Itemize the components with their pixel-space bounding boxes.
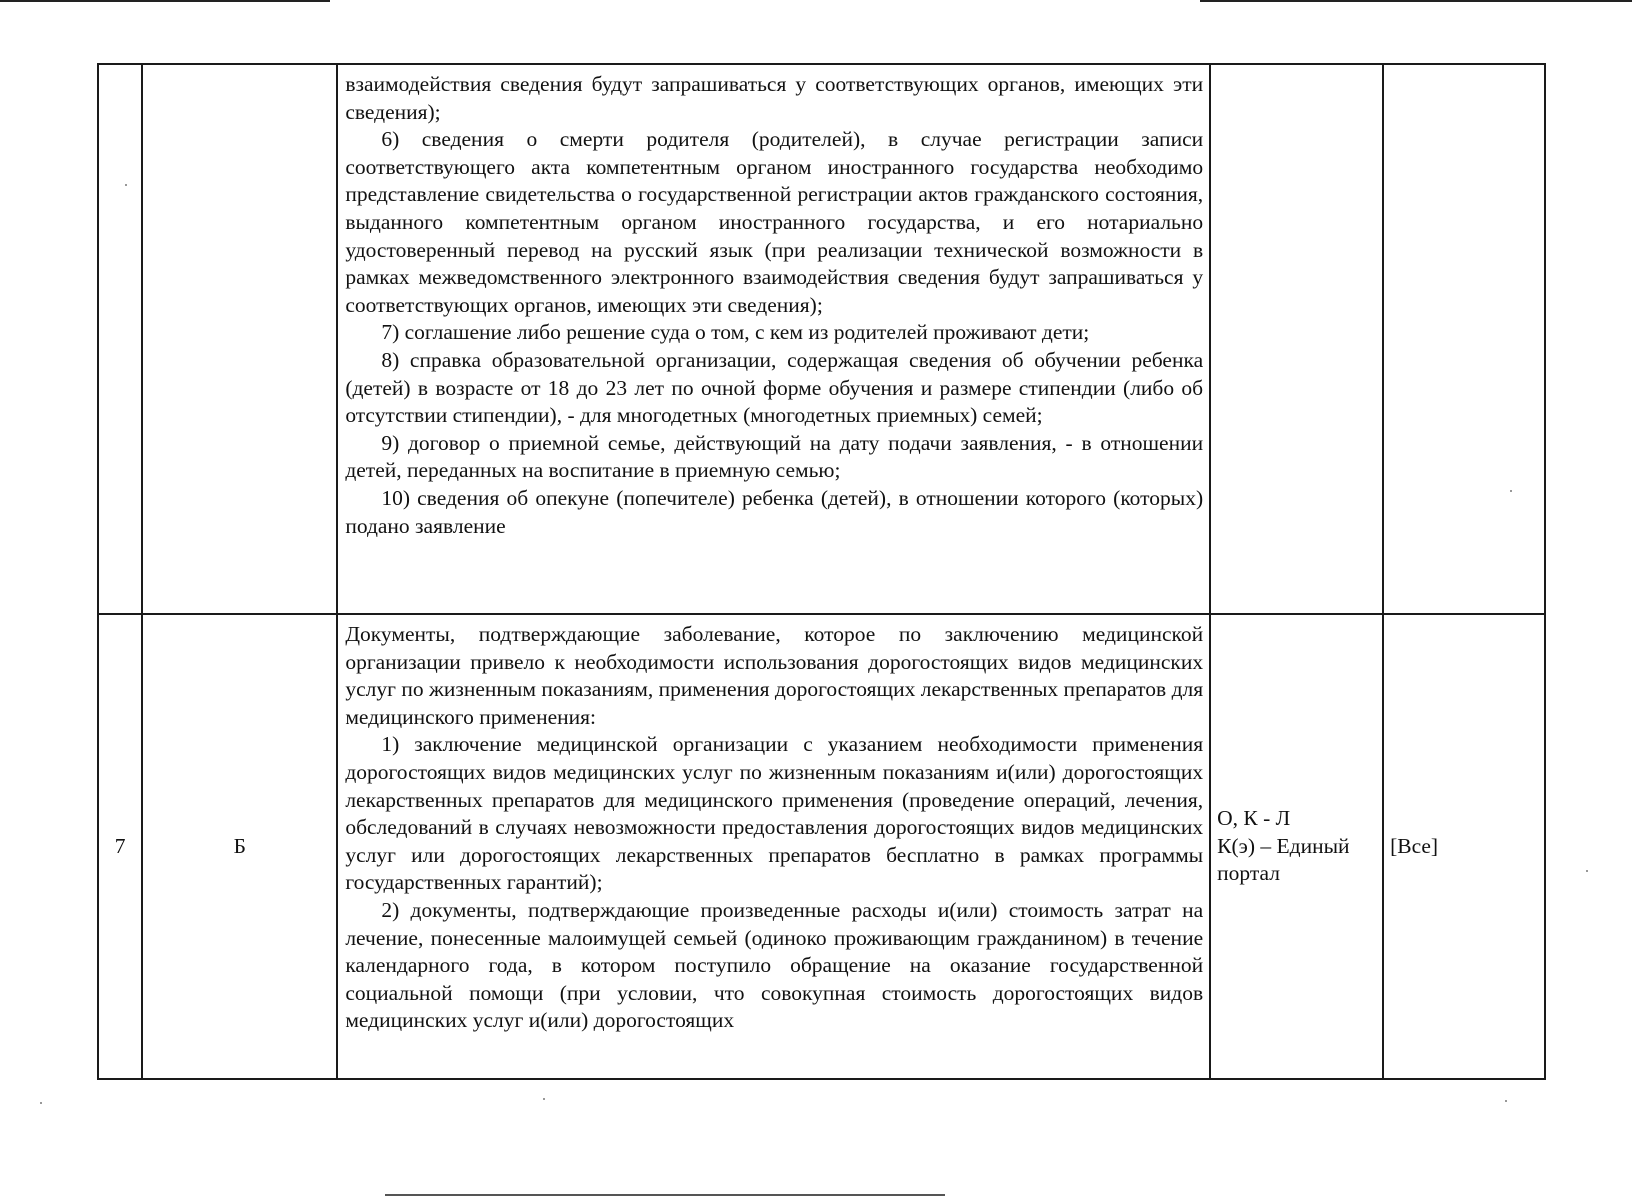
category-cell — [142, 64, 337, 614]
category-cell: Б — [142, 614, 337, 1079]
applicability-cell — [1383, 614, 1545, 1079]
scan-speck — [543, 1098, 545, 1100]
paragraph: 7) соглашение либо решение суда о том, с кем из родителей проживают дети; — [381, 320, 1090, 345]
scan-speck — [1505, 1100, 1507, 1102]
paragraph: 9) договор о приемной семье, действующий на дату подачи заявления, - в отношении детей, переданных на воспитание в приемную семью; — [345, 430, 1204, 483]
scan-edge-top — [0, 0, 1632, 2]
scan-speck — [40, 1102, 42, 1104]
scan-speck — [125, 184, 127, 186]
documents-text-cell — [337, 614, 1210, 1079]
documents-table — [97, 63, 1546, 1080]
source-cell — [1210, 614, 1383, 1079]
paragraph: 10) сведения об опекуне (попечителе) ребенка (детей), в отношении которого (которых) подано заявление — [345, 485, 1204, 538]
paragraph: взаимодействия сведения будут запрашиваться у соответствующих органов, имеющих эти сведения); — [345, 72, 1204, 124]
documents-text-cell — [337, 64, 1210, 614]
row-number-cell: 7 — [98, 614, 142, 1079]
source-cell — [1210, 64, 1383, 614]
applicability-cell — [1383, 64, 1545, 614]
table-row — [98, 64, 1545, 614]
paragraph: Документы, подтверждающие заболевание, которое по заключению медицинской организации привело к необходимости использования дорогостоящих видов медицинских услуг по жизненным показаниям, применения дорогостоящих лекарственных препаратов для медицинского применения: — [345, 622, 1204, 729]
source-line: О, К - Л — [1217, 806, 1291, 831]
scan-speck — [1586, 870, 1588, 872]
row-number-cell — [98, 64, 142, 614]
paragraph: 2) документы, подтверждающие произведенные расходы и(или) стоимость затрат на лечение, понесенные малоимущей семьей (одиноко проживающим гражданином) в течение календарного года, в котором поступило обращение на оказание государственной социальной помощи (при условии, что совокупная стоимость дорогостоящих видов медицинских услуг и(или) дорогостоящих — [345, 897, 1204, 1033]
source-line: К(э) – Единый портал — [1217, 833, 1350, 886]
applicability-value: [Все] — [1390, 833, 1439, 858]
table-row — [98, 614, 1545, 1079]
scan-edge-bottom — [385, 1194, 945, 1196]
paragraph: 8) справка образовательной организации, содержащая сведения об обучении ребенка (детей) в возрасте от 18 до 23 лет по очной форме обучения и размере стипендии (либо об отсутствии стипендии), - для многодетных (многодетных приемных) семей; — [345, 347, 1204, 428]
paragraph: 6) сведения о смерти родителя (родителей), в случае регистрации записи соответствующего акта компетентным органом иностранного государства необходимо представление свидетельства о государственной регистрации актов гражданского состояния, выданного компетентным органом иностранного государства, и его нотариально удостоверенный перевод на русский язык (при реализации технической возможности в рамках межведомственного электронного взаимодействия сведения будут запрашиваться у соответствующих органов, имеющих эти сведения); — [345, 127, 1204, 317]
paragraph: 1) заключение медицинской организации с указанием необходимости применения дорогостоящих видов медицинских услуг по жизненным показаниям и(или) дорогостоящих лекарственных препаратов для медицинского применения (проведение операций, лечения, обследований в случаях невозможности предоставления дорогостоящих видов медицинских услуг или дорогостоящих лекарственных препаратов бесплатно в рамках программы государственных гарантий); — [345, 732, 1204, 895]
scan-speck — [1510, 490, 1512, 492]
